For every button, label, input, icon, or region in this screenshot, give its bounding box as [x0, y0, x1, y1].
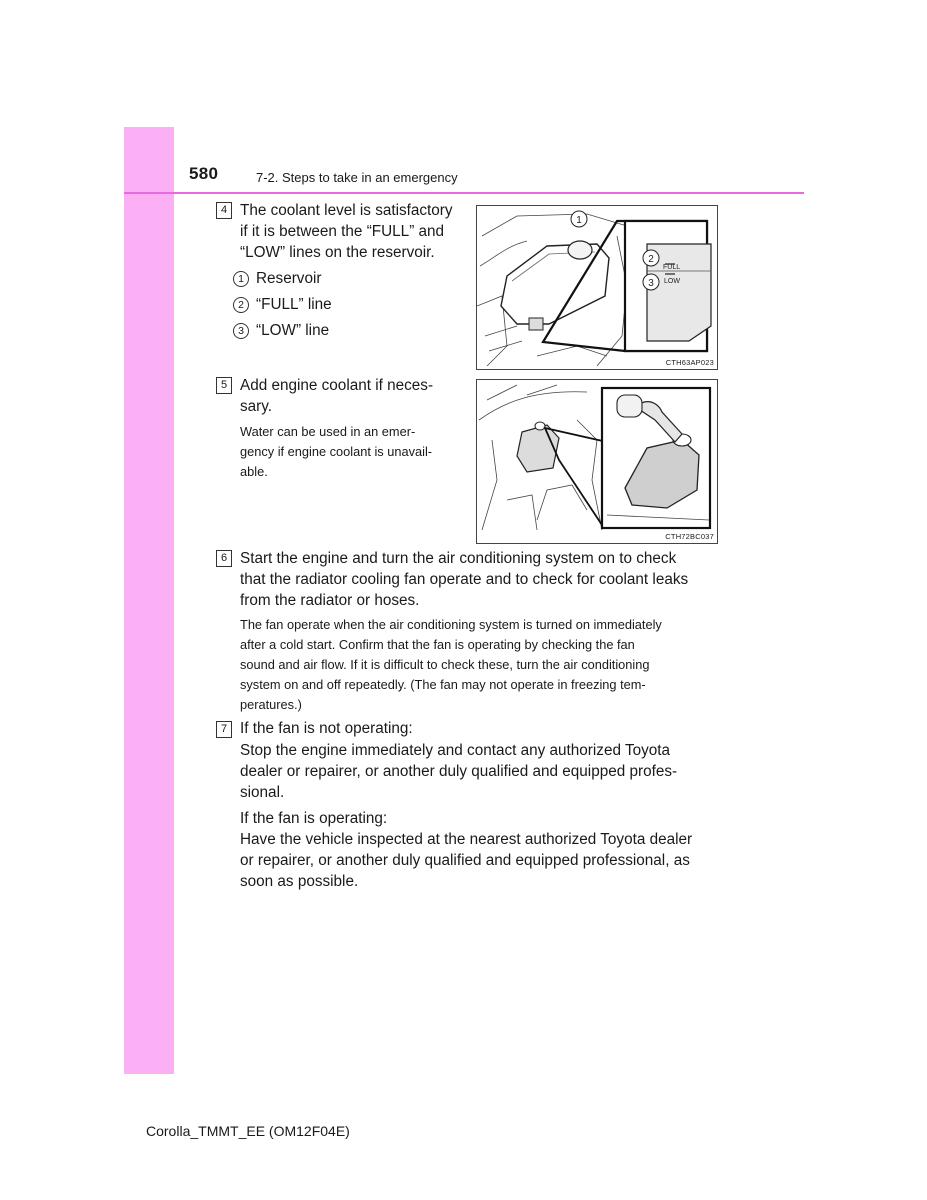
- step-7-condition-1: If the fan is not operating:: [240, 720, 413, 737]
- step-4-text: [240, 200, 464, 263]
- step-6-line-1: Start the engine and turn the air conditioning system on to check: [240, 550, 677, 567]
- callout-label-1: Reservoir: [256, 270, 322, 287]
- header-rule: [124, 192, 804, 194]
- add-coolant-illustration: [477, 380, 717, 543]
- callout-label-2: “FULL” line: [256, 296, 332, 313]
- step-7-p2-line-2: or repairer, or another duly qualified and equipped professional, as: [240, 852, 690, 869]
- add-coolant-figure: [476, 379, 718, 544]
- callout-label-3: “LOW” line: [256, 322, 330, 339]
- figure-callout-1: 1: [576, 215, 582, 226]
- step-6-note-line-3: sound and air flow. If it is difficult to check these, turn the air conditioning: [240, 657, 650, 672]
- step-6-note-line-1: The fan operate when the air conditioning system is turned on immediately: [240, 617, 662, 632]
- step-6-note-line-5: peratures.): [240, 697, 302, 712]
- coolant-reservoir-figure: [476, 205, 718, 370]
- callout-full-line: [233, 296, 332, 314]
- step-7-paragraph-1: [240, 740, 712, 803]
- step-6-number: 6: [216, 550, 232, 567]
- step-4-line-2: if it is between the “FULL” and: [240, 223, 445, 240]
- step-7-number: 7: [216, 721, 232, 738]
- step-5-line-1: Add engine coolant if neces-: [240, 377, 434, 394]
- step-5-text: [240, 375, 464, 417]
- callout-number-3: 3: [233, 323, 249, 339]
- step-6-note-line-2: after a cold start. Confirm that the fan is operating by checking the fan: [240, 637, 635, 652]
- callout-low-line: [233, 322, 329, 340]
- step-6-text: [240, 548, 712, 611]
- footer-model: Corolla_TMMT_EE (OM12F04E): [146, 1123, 350, 1139]
- figure-callout-3: 3: [648, 278, 654, 289]
- section-title: 7-2. Steps to take in an emergency: [256, 170, 458, 185]
- step-6-line-2: that the radiator cooling fan operate and to check for coolant leaks: [240, 571, 689, 588]
- figure-1-code: CTH63AP023: [665, 358, 714, 367]
- step-6-note-line-4: system on and off repeatedly. (The fan may not operate in freezing tem-: [240, 677, 646, 692]
- step-7-paragraph-2: [240, 829, 712, 892]
- callout-number-2: 2: [233, 297, 249, 313]
- step-7-p1-line-3: sional.: [240, 784, 285, 801]
- full-mark-label: FULL: [663, 264, 681, 271]
- engine-bay-illustration: [477, 206, 717, 369]
- step-6-line-3: from the radiator or hoses.: [240, 592, 420, 609]
- callout-number-1: 1: [233, 271, 249, 287]
- section-tab-bar: [124, 127, 174, 1074]
- step-5-note-line-3: able.: [240, 464, 268, 479]
- step-5-note-line-2: gency if engine coolant is unavail-: [240, 444, 433, 459]
- step-7-p1-line-2: dealer or repairer, or another duly qualified and equipped profes-: [240, 763, 678, 780]
- step-5-line-2: sary.: [240, 398, 273, 415]
- callout-reservoir: [233, 270, 321, 288]
- step-5-note: [240, 422, 464, 482]
- step-4-number: 4: [216, 202, 232, 219]
- step-7-p1-line-1: Stop the engine immediately and contact any authorized Toyota: [240, 742, 671, 759]
- figure-callout-2: 2: [648, 254, 654, 265]
- page-number: 580: [189, 164, 219, 183]
- step-7-p2-line-1: Have the vehicle inspected at the nearest authorized Toyota dealer: [240, 831, 693, 848]
- step-7-p2-line-3: soon as possible.: [240, 873, 359, 890]
- step-6-note: [240, 615, 713, 715]
- step-4-line-1: The coolant level is satisfactory: [240, 202, 453, 219]
- step-5-number: 5: [216, 377, 232, 394]
- step-4-line-3: “LOW” lines on the reservoir.: [240, 244, 435, 261]
- step-5-note-line-1: Water can be used in an emer-: [240, 424, 416, 439]
- step-7-condition-2: If the fan is operating:: [240, 810, 388, 827]
- figure-2-code: CTH72BC037: [665, 532, 714, 541]
- low-mark-label: LOW: [664, 278, 680, 285]
